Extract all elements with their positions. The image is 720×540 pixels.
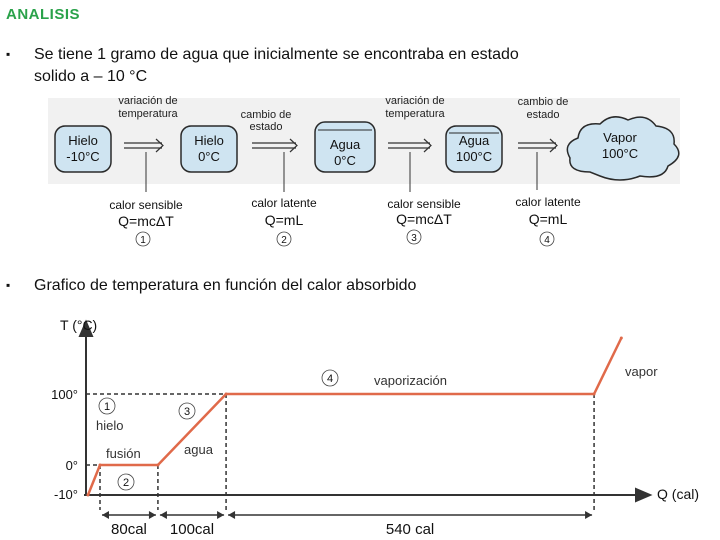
heating-curve: [88, 338, 621, 495]
bullet-graph-caption: [6, 275, 706, 297]
heat-2-name: calor latente: [251, 196, 317, 210]
top-label-1a: variación de: [118, 95, 178, 107]
chart-step-3: 3: [183, 406, 191, 418]
x-axis-arrow-icon: [636, 489, 650, 501]
heat-3-formula: Q=mcΔT: [396, 211, 452, 227]
top-label-4a: cambio de: [517, 96, 569, 108]
y-tick-minus10: -10°: [54, 487, 78, 502]
state-5-line2: 100°C: [601, 146, 639, 161]
state-3-line2: 0°C: [334, 153, 356, 168]
interval-arrow-icon: [102, 511, 109, 519]
curve-point: [156, 464, 159, 467]
curve-point: [87, 494, 90, 497]
state-1-line1: Hielo: [68, 133, 98, 148]
state-4-line1: Agua: [458, 133, 490, 148]
curve-point: [225, 393, 228, 396]
bullet-marker-2: ▪: [6, 278, 11, 292]
top-label-2a: cambio de: [240, 109, 292, 121]
bullet-statement: [6, 44, 706, 88]
heat-3-name: calor sensible: [387, 197, 461, 211]
label-vaporizacion: vaporización: [374, 373, 447, 388]
y-tick-0: 0°: [65, 458, 78, 473]
state-3-line1: Agua: [329, 137, 361, 152]
statement-line-1: Se tiene 1 gramo de agua que inicialmente se encontraba en estado: [34, 46, 519, 63]
interval-label: 80cal: [111, 521, 147, 538]
heat-1-formula: Q=mcΔT: [118, 213, 174, 229]
top-label-2b: estado: [249, 121, 283, 133]
heat-4-formula: Q=mL: [528, 211, 568, 227]
step-number-3: 3: [411, 233, 417, 244]
temperature-heat-chart: [0, 310, 720, 540]
state-4-line2: 100°C: [455, 149, 493, 164]
interval-arrow-icon: [160, 511, 167, 519]
interval-arrow-icon: [228, 511, 235, 519]
bullet-marker: ▪: [6, 47, 11, 61]
top-label-3a: variación de: [385, 95, 445, 107]
label-agua: agua: [184, 442, 213, 457]
y-axis-label: T (°C): [60, 317, 98, 333]
graph-caption: Grafico de temperatura en función del calor absorbido: [34, 277, 417, 294]
interval-arrow-icon: [217, 511, 224, 519]
top-label-1b: temperatura: [118, 108, 178, 120]
interval-label: 540 cal: [385, 521, 435, 538]
curve-point: [593, 393, 596, 396]
x-axis-label: Q (cal): [657, 486, 699, 502]
page-heading: ANALISIS: [6, 6, 81, 23]
top-label-3b: temperatura: [385, 108, 445, 120]
interval-arrow-icon: [149, 511, 156, 519]
step-number-4: 4: [544, 235, 550, 246]
chart-step-4: 4: [326, 373, 334, 385]
heat-2-formula: Q=mL: [264, 212, 304, 228]
state-2-line1: Hielo: [194, 133, 224, 148]
interval-label: 100cal: [169, 521, 215, 538]
label-vapor: vapor: [625, 364, 658, 379]
step-number-2: 2: [281, 235, 287, 246]
chart-step-1: 1: [103, 401, 111, 413]
interval-arrow-icon: [585, 511, 592, 519]
heat-1-name: calor sensible: [109, 198, 183, 212]
label-fusion: fusión: [106, 446, 141, 461]
statement-line-2: solido a – 10 °C: [34, 68, 148, 85]
state-1-line2: -10°C: [66, 149, 100, 164]
label-hielo: hielo: [96, 418, 124, 433]
curve-point: [99, 464, 102, 467]
step-number-1: 1: [140, 235, 146, 246]
chart-step-2: 2: [122, 477, 130, 489]
state-2-line2: 0°C: [198, 149, 220, 164]
top-label-4b: estado: [526, 109, 560, 121]
curve-point: [620, 337, 623, 340]
y-tick-100: 100°: [51, 387, 78, 402]
state-5-line1: Vapor: [603, 130, 637, 145]
heat-4-name: calor latente: [515, 195, 581, 209]
